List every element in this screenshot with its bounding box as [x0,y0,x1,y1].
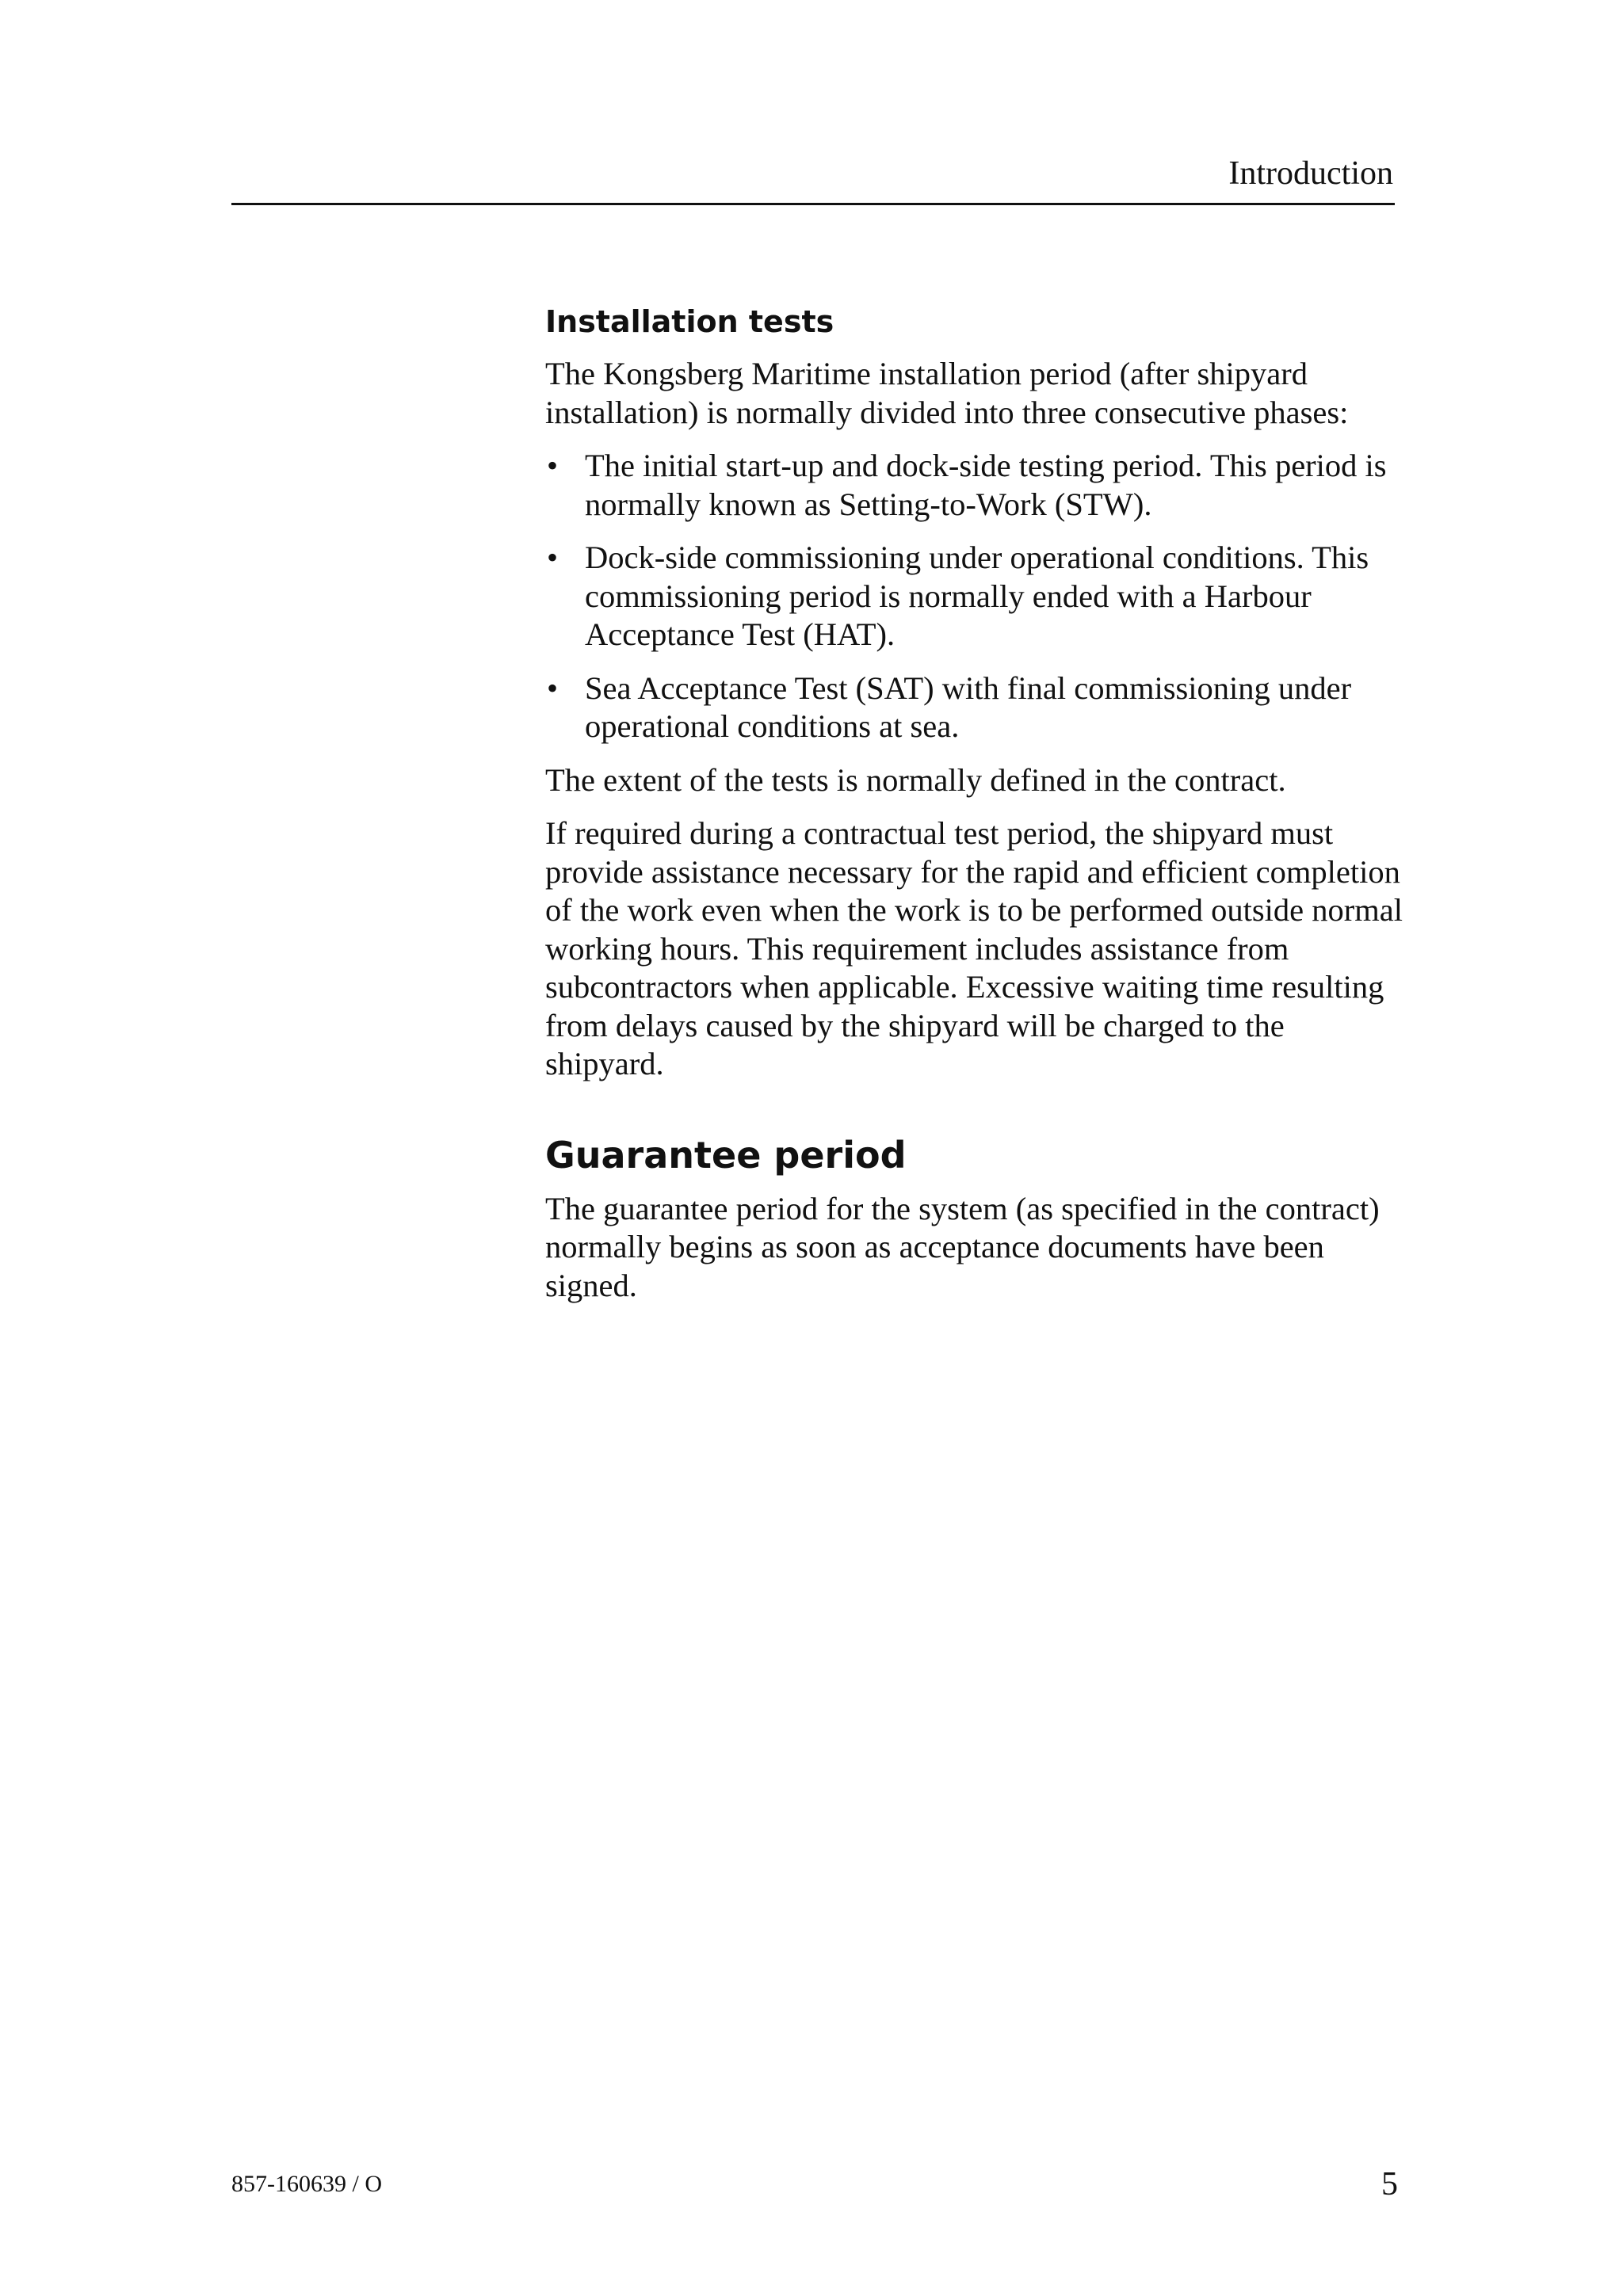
tests-extent-paragraph: The extent of the tests is normally defined in the contract. [545,761,1286,798]
list-item [545,669,1409,746]
running-header [231,155,1395,205]
document-number: 857-160639 / O [231,2171,382,2197]
installation-phases-list [545,447,1409,746]
section-heading-installation-tests: Installation tests [545,304,834,339]
list-item-text: Sea Acceptance Test (SAT) with final commissioning under operational conditions at sea. [585,669,1352,744]
list-item [545,447,1409,524]
page-content [545,303,1409,1320]
page-number: 5 [1381,2166,1398,2203]
bullet-icon: • [547,448,559,483]
bullet-icon: • [547,540,559,575]
shipyard-assistance-paragraph: If required during a contractual test period, the shipyard must provide assistance necessary for the rapid and efficient completion of the work even when the work is to be performed outside normal working hours. This requirement includes assistance from subcontractors when applicable. Excessive waiting time resulting from delays caused by the shipyard will be charged to the shipyard. [545,815,1403,1081]
list-item [545,539,1409,654]
bullet-icon: • [547,669,559,706]
list-item-text: The initial start-up and dock-side testing period. This period is normally known as Setting-to-Work (STW). [585,448,1387,522]
installation-intro-paragraph: The Kongsberg Maritime installation period (after shipyard installation) is normally divided into three consecutive phases: [545,356,1349,430]
running-header-title: Introduction [1228,155,1393,192]
section-heading-guarantee-period: Guarantee period [545,1133,907,1177]
list-item-text: Dock-side commissioning under operational conditions. This commissioning period is normally ended with a Harbour Acceptance Test (HAT). [585,540,1369,652]
guarantee-period-paragraph: The guarantee period for the system (as specified in the contract) normally begins as soon as acceptance documents have been signed. [545,1190,1380,1303]
